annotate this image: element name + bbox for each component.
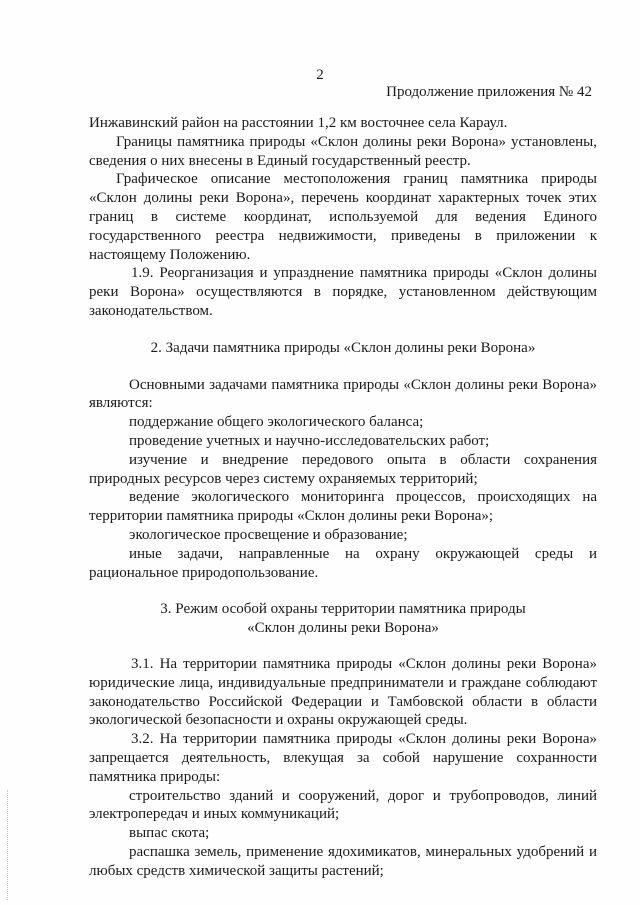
list-item: проведение учетных и научно-исследовательских работ; bbox=[129, 432, 490, 449]
list-item: выпас скота; bbox=[129, 825, 210, 842]
paragraph: Графическое описание местоположения границ памятника природы «Склон долины реки Ворона», перечень координат характерных точек этих границ в системе координат, используемой для ведения Единого государственного реестра недвижимости, приведены в приложении к настоящему Положению. bbox=[89, 171, 597, 263]
continuation-label: Продолжение приложения № 42 bbox=[386, 84, 592, 100]
paragraph: Инжавинский район на расстоянии 1,2 км восточнее села Караул. bbox=[89, 115, 508, 131]
paragraph: 3.1. На территории памятника природы «Склон долины реки Ворона» юридические лица, индивидуальные предприниматели и граждане соблюдают законодательство Российской Федерации и Тамбовской области в области экологической безопасности и охраны окружающей среды. bbox=[89, 655, 597, 729]
paragraph: 1.9. Реорганизация и упразднение памятника природы «Склон долины реки Ворона» осуществляются в порядке, установленном действующим законодательством. bbox=[89, 265, 597, 319]
section-heading-line: «Склон долины реки Ворона» bbox=[247, 620, 439, 637]
list-item: иные задачи, направленные на охрану окружающей среды и рациональное природопользование. bbox=[89, 545, 597, 581]
list-item: экологическое просвещение и образование; bbox=[129, 526, 408, 543]
section-heading bbox=[89, 600, 597, 638]
section-heading: 2. Задачи памятника природы «Склон долины реки Ворона» bbox=[150, 339, 536, 356]
scan-edge-mark bbox=[7, 790, 9, 900]
list-item: распашка земель, применение ядохимикатов, минеральных удобрений и любых средств химической защиты растений; bbox=[89, 843, 597, 879]
page-number: 2 bbox=[316, 67, 324, 83]
list-item: ведение экологического мониторинга процессов, происходящих на территории памятника природы «Склон долины реки Ворона»; bbox=[89, 489, 597, 525]
list-item: строительство зданий и сооружений, дорог и трубопроводов, линий электропередач и иных коммуникаций; bbox=[89, 787, 597, 823]
paragraph: 3.2. На территории памятника природы «Склон долины реки Ворона» запрещается деятельность, влекущая за собой нарушение сохранности памятника природы: bbox=[89, 731, 597, 785]
paragraph: Границы памятника природы «Склон долины реки Ворона» установлены, сведения о них внесены в Единый государственный реестр. bbox=[89, 133, 597, 169]
section-intro: Основными задачами памятника природы «Склон долины реки Ворона» являются: bbox=[89, 376, 597, 412]
list-item: поддержание общего экологического баланса; bbox=[129, 414, 424, 431]
section-heading-line: 3. Режим особой охраны территории памятника природы bbox=[160, 601, 526, 618]
document-body bbox=[89, 114, 597, 880]
list-item: изучение и внедрение передового опыта в области сохранения природных ресурсов через систему охраняемых территорий; bbox=[89, 451, 597, 487]
